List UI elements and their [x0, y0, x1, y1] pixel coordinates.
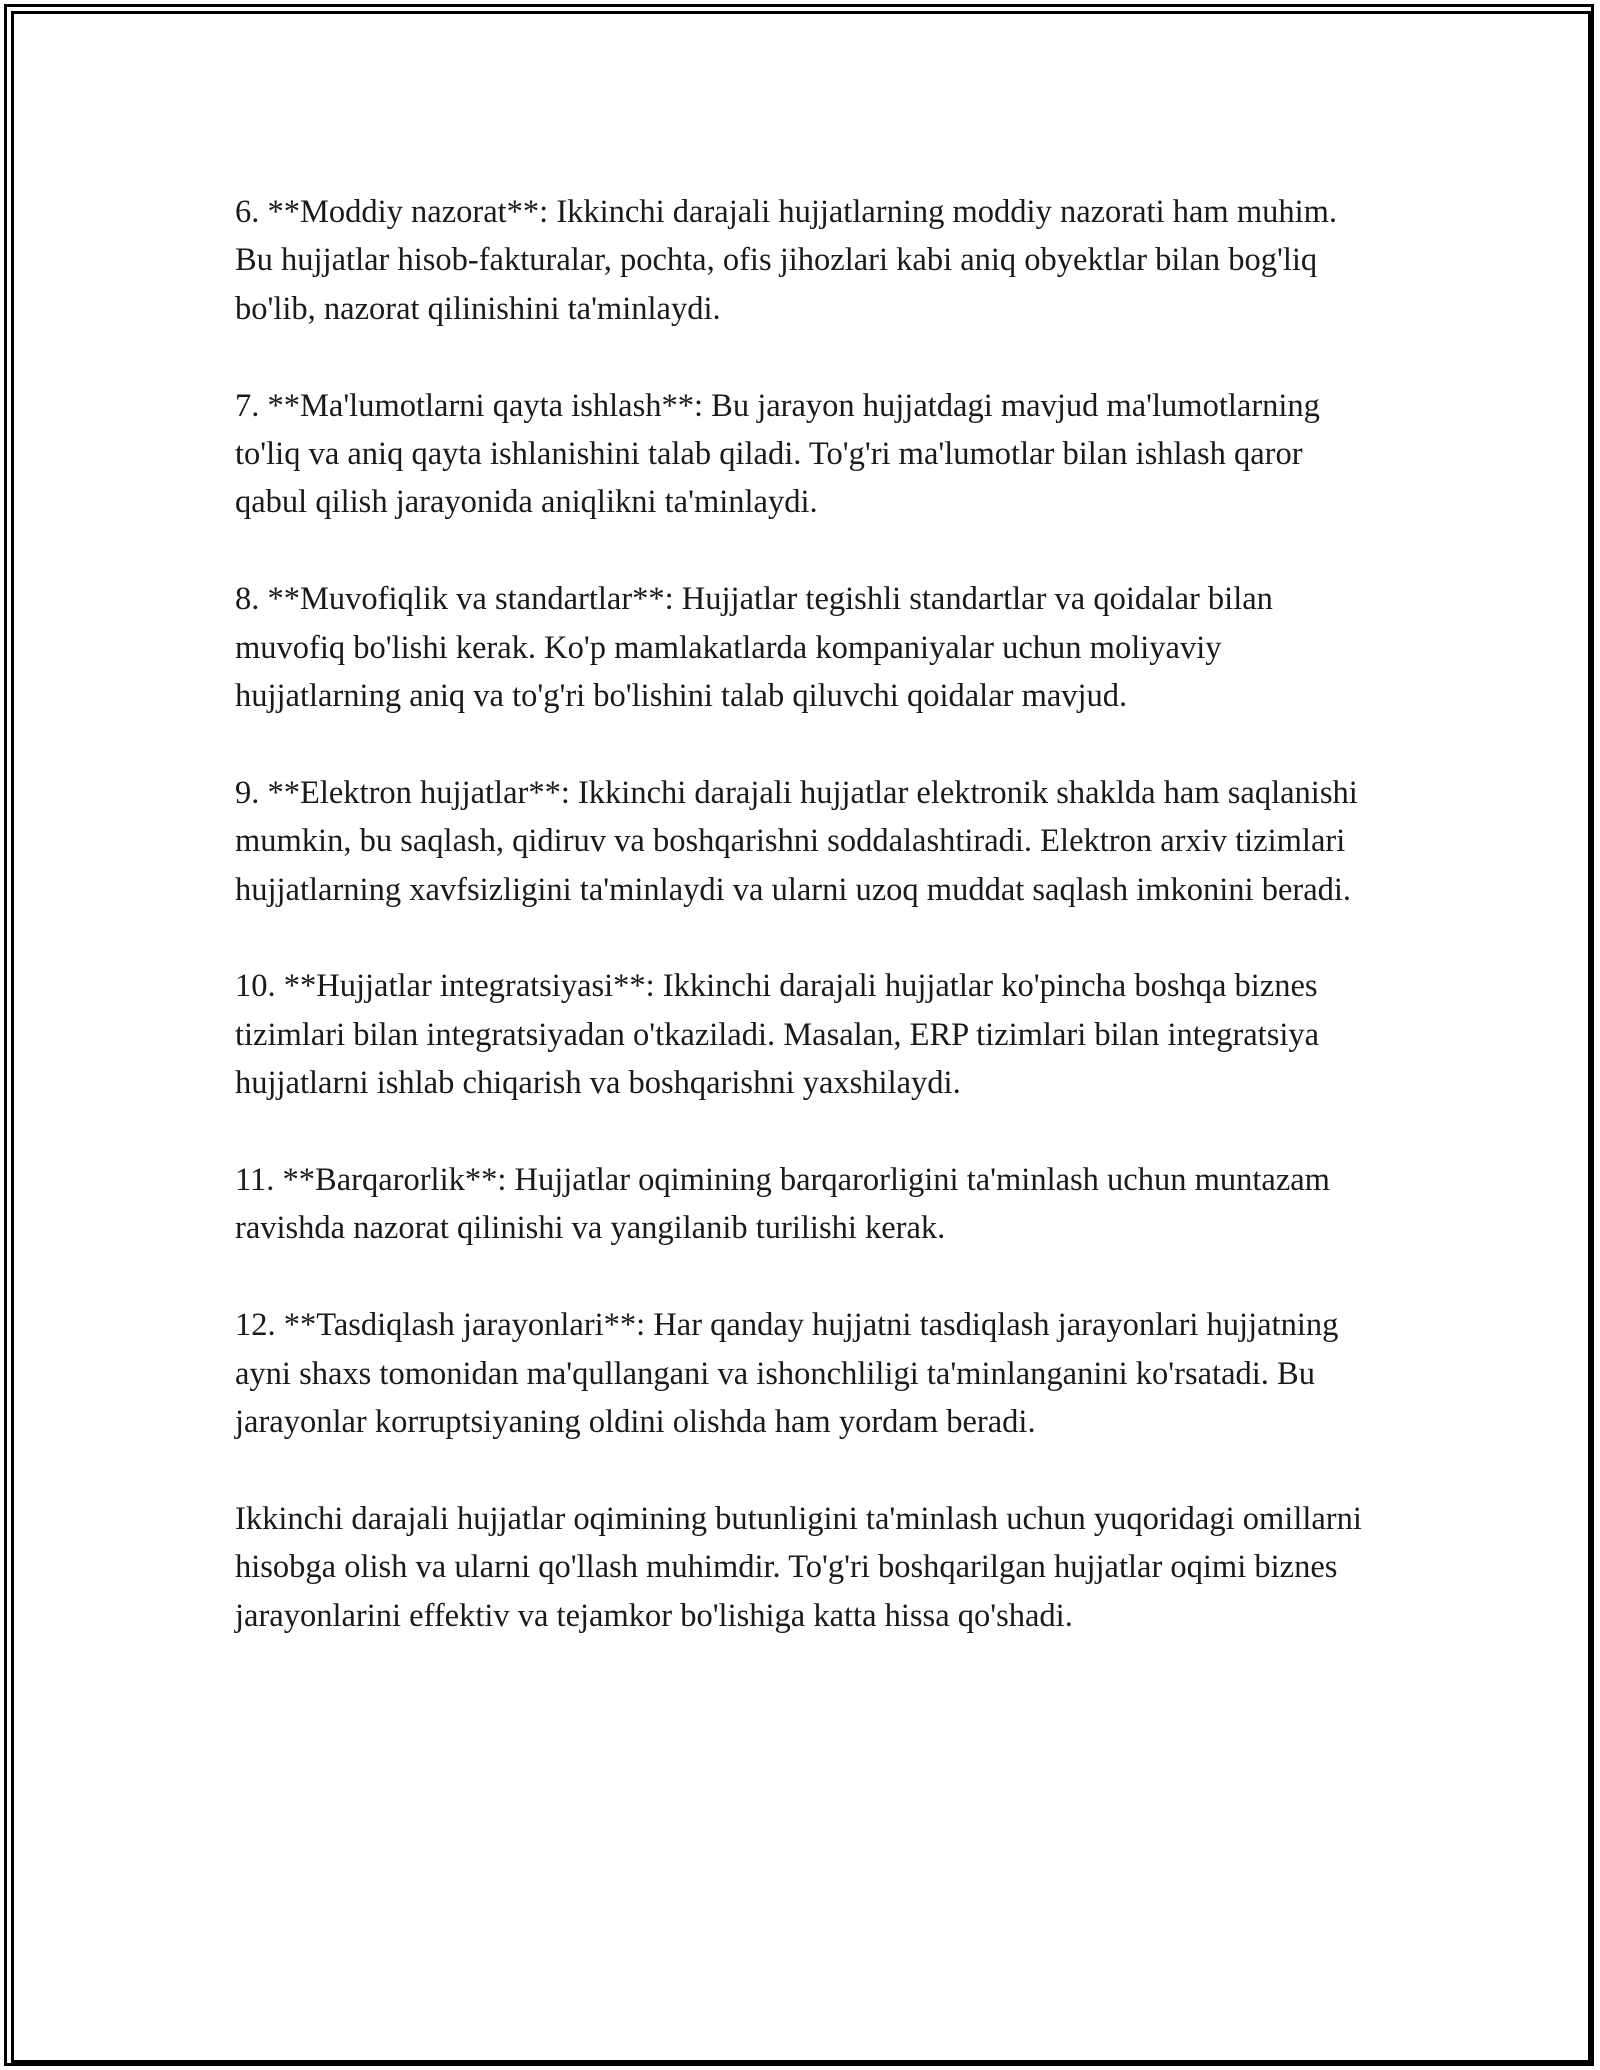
- conclusion-paragraph: Ikkinchi darajali hujjatlar oqimining butunligini ta'minlash uchun yuqoridagi omillarni hisobga olish va ularni qo'llash muhimdir. To'g'ri boshqarilgan hujjatlar oqimi biznes jarayonlarini effektiv va tejamkor bo'lishiga katta hissa qo'shadi.: [235, 1500, 1362, 1634]
- paragraph-item-8: 8. **Muvofiqlik va standartlar**: Hujjatlar tegishli standartlar va qoidalar bilan muvofiq bo'lishi kerak. Ko'p mamlakatlarda kompaniyalar uchun moliyaviy hujjatlarning aniq va to'g'ri bo'lishini talab qiluvchi qoidalar mavjud.: [235, 581, 1273, 715]
- paragraph-item-10: 10. **Hujjatlar integratsiyasi**: Ikkinchi darajali hujjatlar ko'pincha boshqa biznes tizimlari bilan integratsiyadan o'tkaziladi. Masalan, ERP tizimlari bilan integratsiya hujjatlarni ishlab chiqarish va boshqarishni yaxshilaydi.: [235, 968, 1320, 1102]
- paragraph-item-11: 11. **Barqarorlik**: Hujjatlar oqimining barqarorligini ta'minlash uchun muntazam ravishda nazorat qilinishi va yangilanib turilishi kerak.: [235, 1162, 1330, 1247]
- paragraph-item-6: 6. **Moddiy nazorat**: Ikkinchi darajali hujjatlarning moddiy nazorati ham muhim. Bu hujjatlar hisob-fakturalar, pochta, ofis jihozlari kabi aniq obyektlar bilan bog'liq bo'lib, nazorat qilinishini ta'minlaydi.: [235, 194, 1338, 327]
- paragraph-item-7: 7. **Ma'lumotlarni qayta ishlash**: Bu jarayon hujjatdagi mavjud ma'lumotlarning to'liq va aniq qayta ishlanishini talab qiladi. To'g'ri ma'lumotlar bilan ishlash qaror qabul qilish jarayonida aniqlikni ta'minlaydi.: [235, 387, 1320, 521]
- paragraph-item-12: 12. **Tasdiqlash jarayonlari**: Har qanday hujjatni tasdiqlash jarayonlari hujjatning ayni shaxs tomonidan ma'qullangani va ishonchliligi ta'minlanganini ko'rsatadi. Bu jarayonlar korruptsiyaning oldini olishda ham yordam beradi.: [235, 1307, 1339, 1441]
- paragraph-item-9: 9. **Elektron hujjatlar**: Ikkinchi darajali hujjatlar elektronik shaklda ham saqlanishi mumkin, bu saqlash, qidiruv va boshqarishni soddalashtiradi. Elektron arxiv tizimlari hujjatlarning xavfsizligini ta'minlaydi va ularni uzoq muddat saqlash imkonini beradi.: [235, 774, 1358, 908]
- document-body: [235, 188, 1375, 1640]
